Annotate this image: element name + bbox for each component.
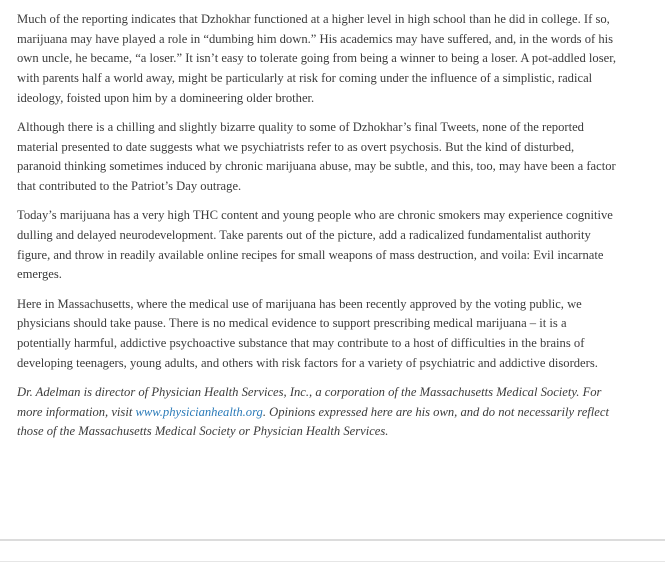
section-divider (0, 539, 665, 541)
author-byline (17, 383, 617, 442)
physician-health-link[interactable]: www.physicianhealth.org (135, 404, 263, 419)
paragraph-1: Much of the reporting indicates that Dzhokhar functioned at a higher level in high school than he did in college. If so, marijuana may have played a role in “dumbing him down.” His academics may have suffered, and, in the words of his own uncle, he became, “a loser.” It isn’t easy to tolerate going from being a winner to being a loser. A pot-addled loser, with parents half a world away, might be particularly at risk for coming under the influence of a simplistic, radical ideology, foisted upon him by a domineering older brother. (17, 12, 617, 105)
footer-divider (0, 561, 665, 562)
paragraph-2: Although there is a chilling and slightly bizarre quality to some of Dzhokhar’s final Tweets, none of the reported material presented to date suggests what we psychiatrists refer to as overt psychosis. But the kind of disturbed, paranoid thinking sometimes induced by chronic marijuana abuse, may be subtle, and this, too, may have been a factor that contributed to the Patriot’s Day outrage. (17, 120, 616, 194)
paragraph-3: Today’s marijuana has a very high THC content and young people who are chronic smokers may experience cognitive dulling and delayed neurodevelopment. Take parents out of the picture, add a radicalized fundamentalist authority figure, and throw in readily available online recipes for small weapons of mass destruction, and voila: Evil incarnate emerges. (17, 208, 613, 282)
byline-text-before: Dr. Adelman is director of Physician Health Services, Inc., a corporation of the Massachusetts Medical Society. For more information, visit (17, 384, 602, 419)
paragraph-4: Here in Massachusetts, where the medical use of marijuana has been recently approved by the voting public, we physicians should take pause. There is no medical evidence to support prescribing medical marijuana – it is a potentially harmful, addictive psychoactive substance that may contribute to a host of difficulties in the brains of developing teenagers, young adults, and others with risk factors for a variety of psychiatric and addictive disorders. (17, 296, 598, 370)
article-body (17, 10, 617, 452)
byline-text-after: . Opinions expressed here are his own, and do not necessarily reflect those of the Massachusetts Medical Society or Physician Health Services. (17, 404, 609, 439)
